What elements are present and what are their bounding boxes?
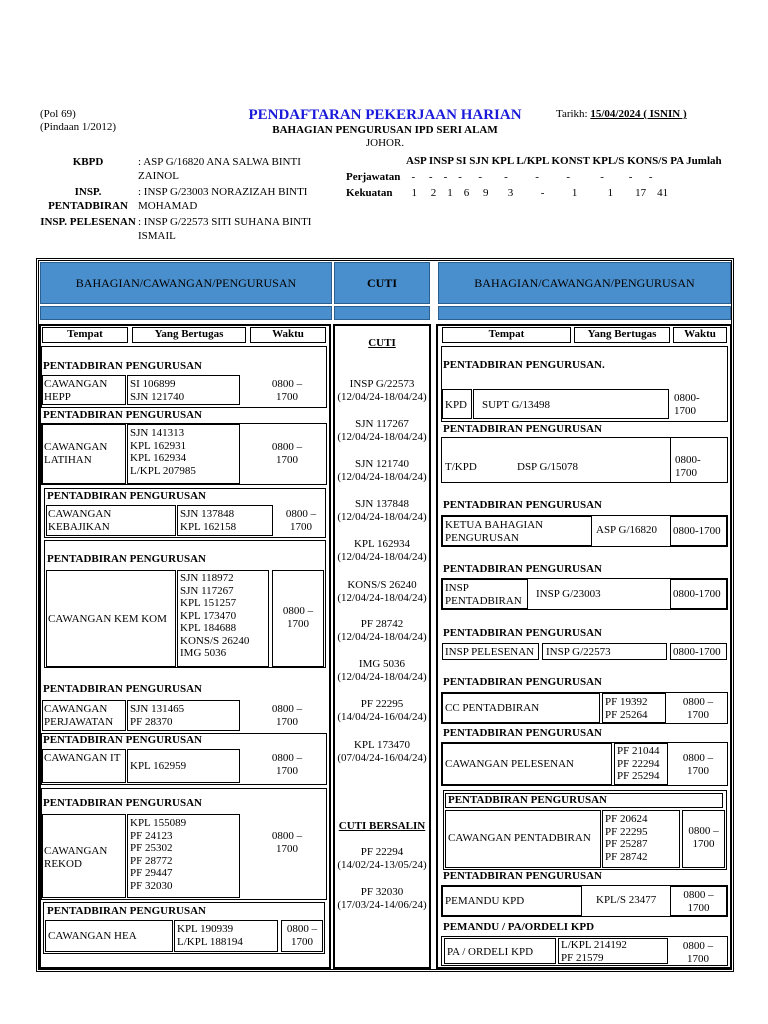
- cc-time: 0800 – 1700: [682, 696, 714, 721]
- tempat-cell: [45, 920, 173, 952]
- staff-cell: [127, 700, 240, 731]
- left-section-header: BAHAGIAN/CAWANGAN/PENGURUSAN: [40, 262, 332, 304]
- tempat-cell: [442, 389, 472, 419]
- cuti-bersalin-title: CUTI BERSALIN: [338, 820, 426, 832]
- kebajikan-staff: SJN 137848 KPL 162158: [180, 508, 237, 533]
- section-heading: PENTADBIRAN PENGURUSAN: [443, 727, 603, 739]
- kebajikan-time: 0800 – 1700: [285, 508, 317, 533]
- cc-staff: PF 19392 PF 25264: [605, 696, 648, 721]
- perjawatan-label: Perjawatan: [346, 171, 401, 184]
- mid-blue-bar: [334, 306, 430, 320]
- cuti-item: SJN 137848 (12/04/24-18/04/24): [337, 498, 427, 523]
- perjawatan-values: - - - - - - - - - - -: [406, 171, 653, 184]
- time-cell: [281, 920, 323, 952]
- time-cell: [682, 810, 725, 868]
- pentadbiran-place: CAWANGAN PENTADBIRAN: [448, 832, 591, 844]
- pelesenan-staff: PF 21044 PF 22294 PF 25294: [617, 745, 660, 782]
- kemkom-time: 0800 – 1700: [282, 605, 314, 630]
- cuti-item: KPL 162934 (12/04/24-18/04/24): [337, 538, 427, 563]
- tempat-cell: [42, 375, 126, 405]
- tempat-cell: [442, 743, 612, 785]
- kekuatan-values: 1 2 1 6 9 3 - 1 1 17 41: [406, 187, 669, 200]
- staff-cell: [602, 810, 680, 868]
- time-cell: [670, 643, 727, 660]
- staff-cell: [473, 389, 669, 419]
- cuti-item: KONS/S 26240 (12/04/24-18/04/24): [337, 579, 427, 604]
- officer-role: KBPD: [72, 156, 104, 168]
- hea-place: CAWANGAN HEA: [48, 930, 137, 942]
- col-header-waktu: [673, 327, 727, 343]
- time-cell: [670, 516, 727, 546]
- tempat-cell: [42, 814, 126, 898]
- section-heading: PENTADBIRAN PENGURUSAN: [43, 683, 203, 695]
- staff-cell: [177, 570, 269, 667]
- cuti-item: KPL 173470 (07/04/24-16/04/24): [337, 739, 427, 764]
- inspl-time: 0800-1700: [673, 646, 721, 658]
- kekuatan-row: [346, 186, 726, 200]
- inspt-time: 0800-1700: [673, 588, 721, 600]
- pa-place: PA / ORDELI KPD: [447, 946, 534, 958]
- kpd-staff: SUPT G/13498: [482, 399, 550, 411]
- it-place: CAWANGAN IT: [44, 752, 121, 764]
- staff-cell: [127, 375, 240, 405]
- staff-cell: [177, 505, 273, 536]
- rekod-staff: KPL 155089 PF 24123 PF 25302 PF 28772 PF 29447 PF 32030: [130, 817, 187, 892]
- cuti-title: CUTI: [368, 337, 396, 349]
- perjawatan-row: [346, 170, 726, 184]
- left-blue-bar: [40, 306, 332, 320]
- tkpd-place: T/KPD: [445, 461, 477, 473]
- section-heading: PENTADBIRAN PENGURUSAN: [43, 409, 203, 421]
- inspt-staff: INSP G/23003: [536, 588, 601, 600]
- kpd-time: 0800- 1700: [674, 392, 700, 417]
- staff-cell: [558, 938, 668, 964]
- kekuatan-label: Kekuatan: [346, 187, 393, 200]
- strength-header: ASP INSP SI SJN KPL L/KPL KONST KPL/S KONS/S PA Jumlah: [406, 155, 722, 167]
- officer-row: [40, 215, 340, 243]
- col-header-tempat: [442, 327, 571, 343]
- tkpd-time: 0800- 1700: [675, 454, 701, 479]
- hea-time: 0800 – 1700: [286, 923, 318, 948]
- section-heading: PENTADBIRAN PENGURUSAN: [47, 490, 207, 502]
- col-header-tempat: [42, 327, 128, 343]
- pindaan: (Pindaan 1/2012): [40, 121, 117, 134]
- section-heading: PENTADBIRAN PENGURUSAN: [443, 676, 603, 688]
- pa-staff: L/KPL 214192 PF 21579: [561, 939, 627, 964]
- col-bertugas-label: Yang Bertugas: [587, 328, 657, 340]
- time-cell: [272, 570, 324, 667]
- it-staff: KPL 162959: [130, 760, 187, 772]
- time-cell: [670, 886, 727, 916]
- tempat-cell: [42, 749, 126, 783]
- pentadbiran-staff: PF 20624 PF 22295 PF 25287 PF 28742: [605, 813, 648, 863]
- cuti-item: IMG 5036 (12/04/24-18/04/24): [337, 658, 427, 683]
- tempat-cell: [442, 693, 600, 723]
- staff-cell: [542, 643, 667, 660]
- cuti-item: INSP G/22573 (12/04/24-18/04/24): [337, 378, 427, 403]
- ketua-time: 0800-1700: [673, 525, 721, 537]
- kebajikan-place: CAWANGAN KEBAJIKAN: [48, 508, 112, 533]
- perjawatan-place: CAWANGAN PERJAWATAN: [44, 703, 114, 728]
- ketua-staff: ASP G/16820: [596, 524, 658, 536]
- section-heading: PENTADBIRAN PENGURUSAN: [443, 563, 603, 575]
- col-waktu-label: Waktu: [684, 328, 716, 340]
- section-heading: PENTADBIRAN PENGURUSAN: [443, 870, 603, 882]
- officer-name: : INSP G/22573 SITI SUHANA BINTI ISMAIL: [138, 216, 312, 242]
- hepp-place: CAWANGAN HEPP: [44, 378, 108, 403]
- col-header-waktu: [250, 327, 326, 343]
- tempat-cell: [442, 516, 592, 546]
- pemandu-time: 0800 – 1700: [683, 889, 714, 914]
- section-heading: PENTADBIRAN PENGURUSAN: [47, 553, 207, 565]
- kemkom-staff: SJN 118972 SJN 117267 KPL 151257 KPL 173470 KPL 184688 KONS/S 26240 IMG 5036: [180, 572, 250, 659]
- staff-cell: [127, 749, 240, 783]
- pelesenan-time: 0800 – 1700: [682, 752, 714, 777]
- date-label: Tarikh:: [556, 108, 588, 120]
- section-heading: PENTADBIRAN PENGURUSAN: [443, 499, 603, 511]
- hea-staff: KPL 190939 L/KPL 188194: [177, 923, 243, 948]
- section-heading: PENTADBIRAN PENGURUSAN: [443, 423, 603, 435]
- staff-cell: [127, 814, 240, 898]
- it-time: 0800 – 1700: [271, 752, 303, 777]
- perjawatan-time: 0800 – 1700: [271, 703, 303, 728]
- col-header-bertugas: [132, 327, 246, 343]
- officer-name: : ASP G/16820 ANA SALWA BINTI ZAINOL: [138, 156, 301, 182]
- right-section-header: BAHAGIAN/CAWANGAN/PENGURUSAN: [438, 262, 731, 304]
- staff-cell: [174, 920, 278, 952]
- section-heading: PENTADBIRAN PENGURUSAN: [43, 797, 203, 809]
- inspl-staff: INSP G/22573: [546, 646, 611, 658]
- cuti-header: CUTI: [334, 262, 430, 304]
- time-cell: [670, 437, 728, 483]
- section-heading: PENTADBIRAN PENGURUSAN.: [443, 359, 605, 371]
- section-heading: PEMANDU / PA/ORDELI KPD: [443, 921, 595, 933]
- cuti-bersalin-item: PF 22294 (14/02/24-13/05/24): [337, 846, 427, 871]
- officer-list: [40, 155, 340, 245]
- col-waktu-label: Waktu: [272, 328, 304, 340]
- section-heading: PENTADBIRAN PENGURUSAN: [43, 734, 203, 746]
- inspt-place: INSP PENTADBIRAN: [445, 582, 522, 607]
- officer-role: INSP. PELESENAN: [40, 216, 136, 228]
- section-heading: PENTADBIRAN PENGURUSAN: [443, 627, 603, 639]
- location: JOHOR.: [365, 137, 405, 149]
- tkpd-staff: DSP G/15078: [517, 461, 579, 473]
- staff-cell: [127, 424, 240, 484]
- date-value: 15/04/2024 ( ISNIN ): [590, 108, 687, 120]
- officer-name: : INSP G/23003 NORAZIZAH BINTI MOHAMAD: [138, 186, 308, 212]
- staff-cell: [614, 743, 668, 785]
- hepp-time: 0800 – 1700: [271, 378, 303, 403]
- perjawatan-staff: SJN 131465 PF 28370: [130, 703, 185, 728]
- cc-place: CC PENTADBIRAN: [445, 702, 540, 714]
- tempat-cell: [42, 424, 126, 484]
- pelesenan-place: CAWANGAN PELESENAN: [445, 758, 574, 770]
- tempat-cell: [42, 700, 126, 731]
- staff-cell: [602, 693, 666, 723]
- tempat-cell: [444, 938, 556, 964]
- officer-role: INSP. PENTADBIRAN: [48, 186, 128, 212]
- tempat-cell: [442, 643, 539, 660]
- section-heading-box: [445, 793, 723, 808]
- cuti-item: PF 22295 (14/04/24-16/04/24): [337, 698, 427, 723]
- tempat-cell: [445, 810, 601, 868]
- strength-table: [346, 155, 726, 200]
- section-heading: PENTADBIRAN PENGURUSAN: [47, 905, 207, 917]
- pemandu-place: PEMANDU KPD: [445, 895, 525, 907]
- inspl-place: INSP PELESENAN: [445, 646, 535, 658]
- col-bertugas-label: Yang Bertugas: [154, 328, 224, 340]
- cuti-item: PF 28742 (12/04/24-18/04/24): [337, 618, 427, 643]
- time-cell: [670, 579, 727, 609]
- tempat-cell: [46, 570, 176, 667]
- section-heading: PENTADBIRAN PENGURUSAN: [43, 360, 203, 372]
- right-blue-bar: [438, 306, 731, 320]
- kemkom-place: CAWANGAN KEM KOM: [48, 613, 167, 625]
- rekod-time: 0800 – 1700: [271, 830, 303, 855]
- officer-row: [40, 155, 340, 183]
- hepp-staff: SI 106899 SJN 121740: [130, 378, 185, 403]
- tempat-cell: [442, 579, 528, 609]
- latihan-time: 0800 – 1700: [271, 441, 303, 466]
- col-tempat-label: Tempat: [488, 328, 525, 340]
- cuti-item: SJN 117267 (12/04/24-18/04/24): [337, 418, 427, 443]
- rekod-place: CAWANGAN REKOD: [44, 845, 108, 870]
- latihan-place: CAWANGAN LATIHAN: [44, 441, 108, 466]
- page-title: PENDAFTARAN PEKERJAAN HARIAN: [248, 107, 522, 123]
- section-heading: PENTADBIRAN PENGURUSAN: [448, 794, 608, 806]
- page-subtitle: BAHAGIAN PENGURUSAN IPD SERI ALAM: [272, 124, 498, 136]
- tempat-cell: [442, 886, 582, 916]
- cuti-item: SJN 121740 (12/04/24-18/04/24): [337, 458, 427, 483]
- kpd-place: KPD: [445, 399, 468, 411]
- latihan-staff: SJN 141313 KPL 162931 KPL 162934 L/KPL 207985: [130, 427, 196, 477]
- ketua-place: KETUA BAHAGIAN PENGURUSAN: [445, 519, 544, 544]
- pa-time: 0800 – 1700: [682, 940, 714, 965]
- pemandu-staff: KPL/S 23477: [596, 894, 657, 906]
- pentadbiran-time: 0800 – 1700: [688, 825, 719, 850]
- pol-number: (Pol 69): [40, 108, 76, 120]
- cuti-bersalin-item: PF 32030 (17/03/24-14/06/24): [337, 886, 427, 911]
- date: [556, 108, 687, 121]
- tempat-cell: [46, 505, 176, 536]
- form-code: [40, 108, 116, 134]
- officer-row: [40, 185, 340, 213]
- col-header-bertugas: [574, 327, 670, 343]
- col-tempat-label: Tempat: [67, 328, 103, 340]
